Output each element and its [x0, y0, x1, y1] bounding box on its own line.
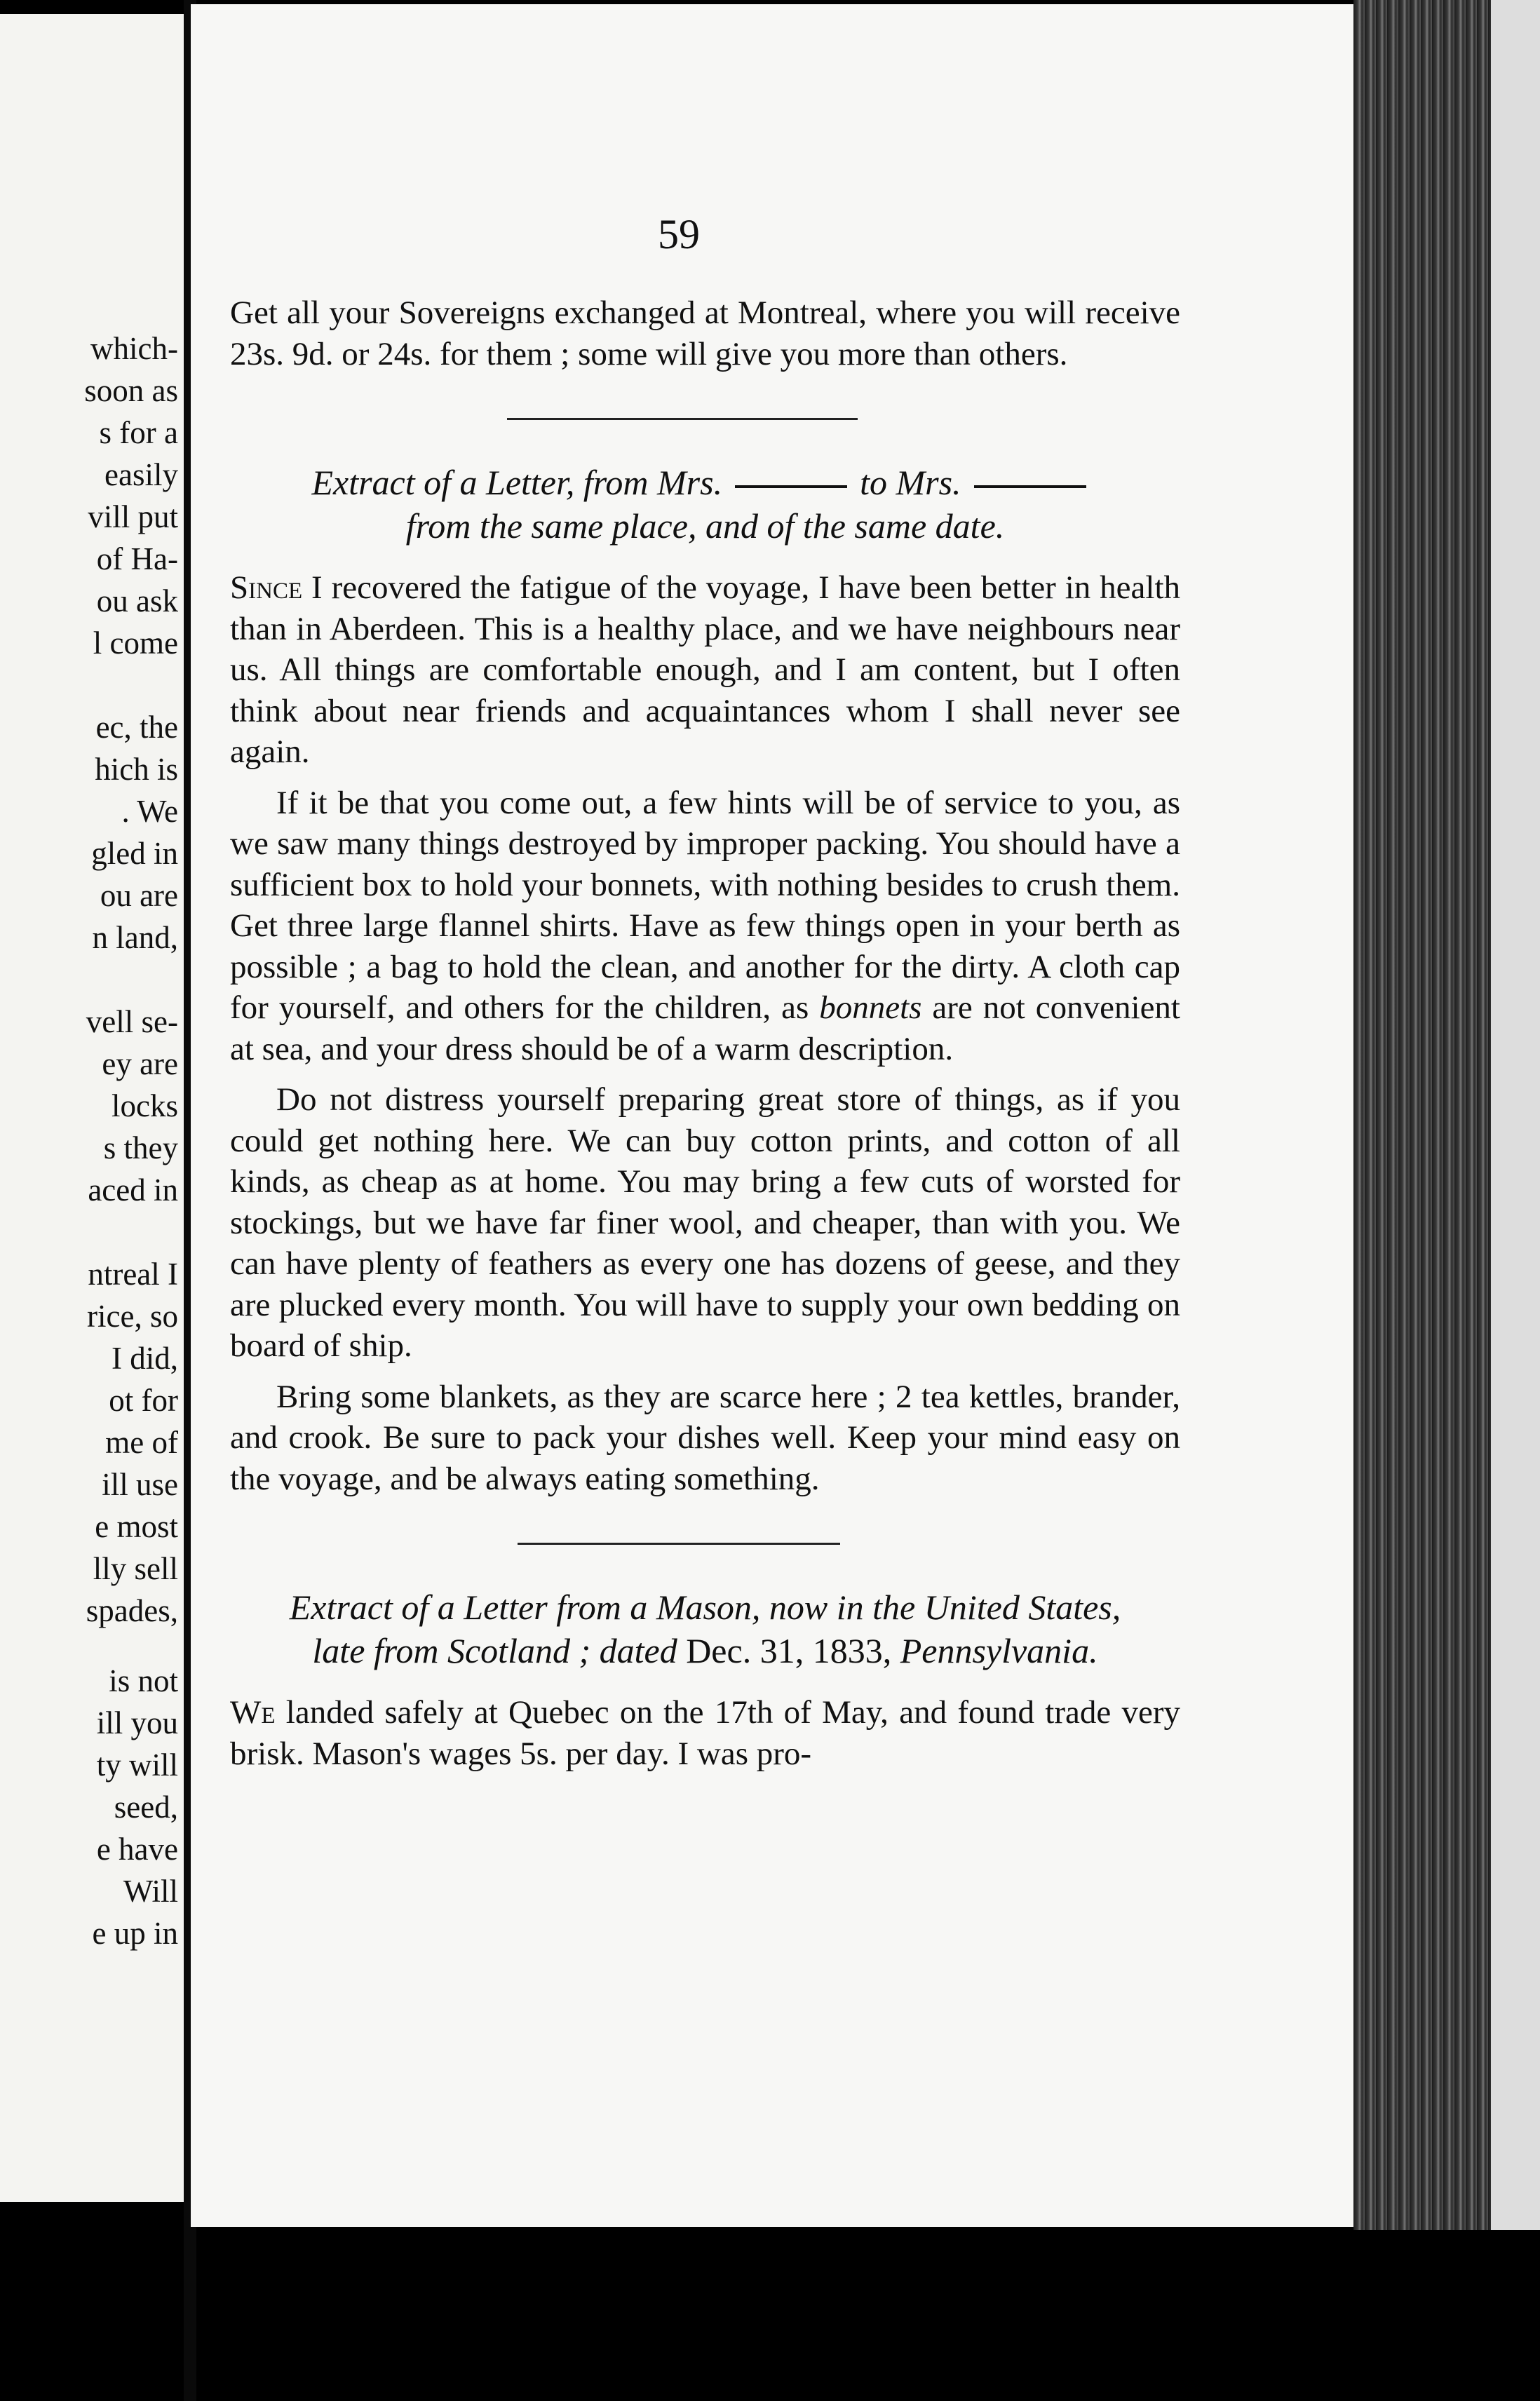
- previous-page-text-fragment: soon as: [84, 373, 178, 408]
- previous-page-text-fragment: s for a: [99, 415, 178, 450]
- previous-page-text-fragment: n land,: [92, 920, 178, 955]
- previous-page-text-fragment: locks: [112, 1088, 178, 1123]
- previous-page-text-fragment: me of: [105, 1425, 178, 1460]
- previous-page-text-fragment: seed,: [114, 1790, 178, 1825]
- previous-page-text-fragment: lly sell: [93, 1551, 178, 1586]
- previous-page-text-fragment: easily: [104, 457, 178, 492]
- previous-page-text-fragment: ntreal I: [88, 1257, 178, 1292]
- previous-page-text-fragment: e most: [95, 1509, 178, 1544]
- letter1-paragraph-1: [230, 567, 1180, 773]
- heading-text: Extract of a Letter, from Mrs.: [311, 463, 723, 502]
- heading-text: Pennsylvania.: [891, 1631, 1098, 1670]
- previous-page-text-fragment: aced in: [88, 1172, 178, 1208]
- paragraph-text: landed safely at Quebec on the 17th of May, and found trade very brisk. Mason's wages 5s. per day. I was pro-: [230, 1694, 1180, 1772]
- previous-page-text-fragment: . We: [121, 794, 178, 829]
- paragraph-text: I recovered the fatigue of the voyage, I have been better in health than in Aberdeen. This is a healthy place, and we have neighbours near us. All things are comfortable enough, and I am content, but I often think about near friends and acquaintances whom I shall never see again.: [230, 569, 1180, 770]
- previous-page-text-fragment: Will: [123, 1874, 178, 1909]
- previous-page-text-fragment: hich is: [95, 752, 178, 787]
- heading-text: United States,: [924, 1588, 1121, 1627]
- previous-page-text-fragment: ou are: [100, 878, 178, 913]
- name-blank: [735, 485, 847, 488]
- heading-text: to Mrs.: [860, 463, 961, 502]
- previous-page-text-fragment: spades,: [86, 1593, 178, 1628]
- previous-page-text-fragment: ill use: [102, 1467, 178, 1502]
- intro-paragraph: Get all your Sovereigns exchanged at Montreal, where you will receive 23s. 9d. or 24s. for them ; some will give you more than others.: [230, 295, 1180, 372]
- previous-page-text-fragment: ill you: [96, 1705, 178, 1740]
- previous-page-text-fragment: vill put: [88, 499, 178, 534]
- paragraph-text: are not convenient at sea, and your dress should be of a warm description.: [230, 989, 1180, 1067]
- previous-page-text-fragment: ou ask: [96, 583, 178, 618]
- previous-page-text-fragment: is not: [109, 1663, 178, 1698]
- opening-word: We: [230, 1694, 276, 1731]
- opening-word: Since: [230, 569, 303, 606]
- page-number: 59: [658, 211, 700, 257]
- section-divider: [507, 418, 858, 420]
- paragraph-text: If it be that you come out, a few hints will be of service to you, as we saw many things destroyed by improper packing. You should have a sufficient box to hold your bonnets, with nothing besides to crush them. Get three large flannel shirts. Have as few things open in your berth as possible ; a bag to hold the clean, and another for the dirty. A cloth cap for yourself, and others for the children, as: [230, 784, 1180, 1026]
- previous-page-text-fragment: vell se-: [86, 1004, 178, 1039]
- previous-page-text-fragment: which-: [90, 331, 178, 366]
- previous-page-text-fragment: of Ha-: [96, 541, 178, 576]
- letter1-paragraph-4: Bring some blankets, as they are scarce here ; 2 tea kettles, brander, and crook. Be sure to pack your dishes well. Keep your mind easy on the voyage, and be always eating something.: [230, 1378, 1180, 1497]
- previous-page-text-fragment: e up in: [92, 1916, 178, 1951]
- heading-text: late from Scotland ; dated: [312, 1631, 687, 1670]
- letter1-paragraph-3: Do not distress yourself preparing great store of things, as if you could get nothing here. We can buy cotton prints, and cotton of all kinds, as cheap as at home. You may bring a few cuts of worsted for stockings, but we have far finer wool, and cheaper, than with you. We can have plenty of feathers as every one has dozens of geese, and they are plucked every month. You will have to supply your own bedding on board of ship.: [230, 1081, 1180, 1364]
- page-content: [230, 210, 1180, 1774]
- previous-page-text-fragment: ot for: [109, 1383, 178, 1418]
- previous-page-text-fragment: rice, so: [87, 1299, 178, 1334]
- previous-page-fragment: [0, 14, 188, 2202]
- heading-text: Extract of a Letter from a Mason, now in the: [289, 1588, 924, 1627]
- letter1-paragraph-2: [230, 783, 1180, 1070]
- letter-heading-1: [230, 461, 1180, 548]
- previous-page-text-fragment: ey are: [102, 1046, 178, 1081]
- heading-subline: from the same place, and of the same date.: [405, 506, 1005, 546]
- letter2-paragraph-1: [230, 1692, 1180, 1774]
- previous-page-text-fragment: ty will: [96, 1747, 178, 1783]
- previous-page-text-fragment: l come: [93, 625, 178, 661]
- previous-page-text-fragment: gled in: [91, 836, 178, 871]
- page-edges: [1353, 0, 1540, 2230]
- previous-page-text-fragment: e have: [96, 1832, 178, 1867]
- previous-page-text-fragment: s they: [103, 1130, 178, 1165]
- name-blank: [974, 485, 1086, 488]
- heading-date: Dec. 31, 1833,: [686, 1631, 892, 1670]
- previous-page-text-fragment: ec, the: [95, 710, 178, 745]
- emphasis-text: bonnets: [819, 989, 922, 1026]
- section-divider: [518, 1543, 840, 1545]
- letter-heading-2: [230, 1585, 1180, 1672]
- previous-page-text-fragment: I did,: [112, 1341, 178, 1376]
